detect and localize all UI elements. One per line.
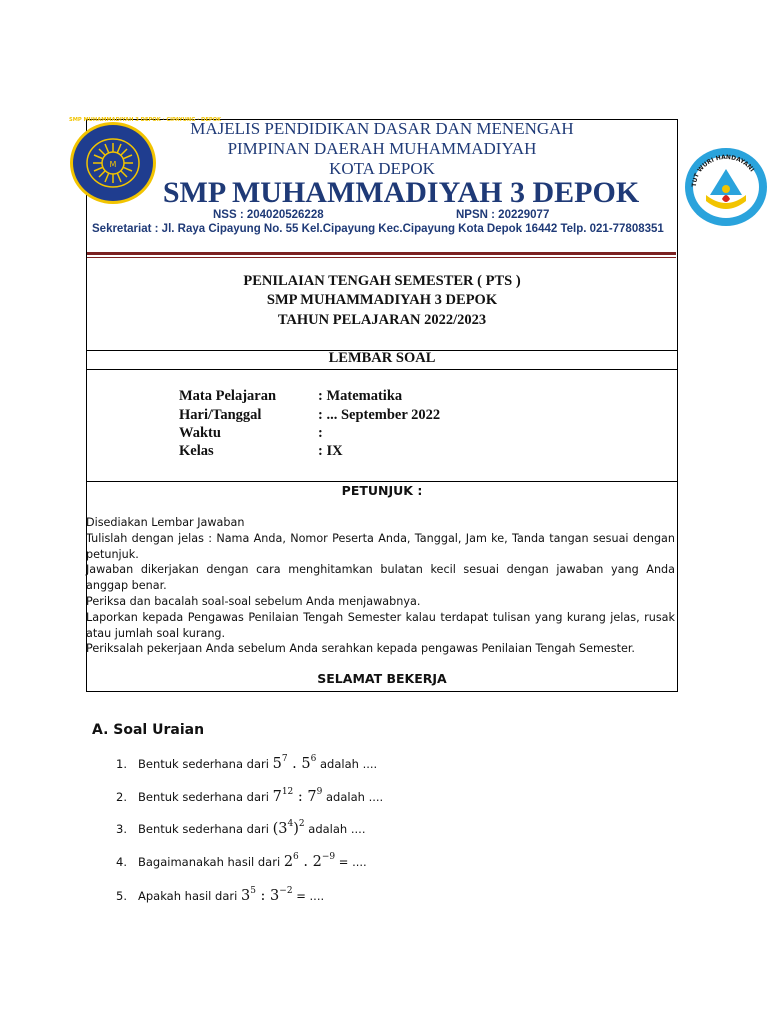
math-base: 7 [307, 789, 317, 805]
math-exponent: 6 [293, 852, 299, 862]
math-operator: . [298, 854, 313, 870]
math-exponent: 7 [281, 754, 288, 764]
question-number: 2. [116, 790, 127, 804]
instructions-title: PETUNJUK : [341, 483, 423, 498]
question-suffix: adalah .... [316, 757, 378, 771]
question-number: 3. [116, 822, 127, 836]
school-name: SMP MUHAMMADIYAH 3 DEPOK [162, 176, 640, 209]
math-exponent: 9 [316, 787, 323, 797]
exam-year: TAHUN PELAJARAN 2022/2023 [277, 312, 487, 328]
instructions-list [86, 515, 675, 657]
instruction-item: Laporkan kepada Pengawas Penilaian Tengah Semester kalau terdapat tulisan yang kurang jelas, rusak atau jumlah soal kurang. [86, 610, 675, 640]
math-exponent: −9 [321, 852, 336, 862]
exam-school: SMP MUHAMMADIYAH 3 DEPOK [266, 292, 498, 308]
info-value: : IX [318, 443, 343, 459]
question-text: Apakah hasil dari [138, 889, 241, 903]
math-base: (3 [272, 821, 288, 837]
question-suffix: = .... [292, 889, 325, 903]
question-item [116, 754, 377, 772]
svg-text:M: M [109, 160, 117, 169]
math-exponent: 4 [287, 819, 294, 829]
question-suffix: adalah .... [304, 822, 366, 836]
math-base: 2 [312, 854, 322, 870]
math-expression [273, 821, 305, 837]
question-number: 4. [116, 855, 127, 869]
instruction-item: Disediakan Lembar Jawaban [86, 516, 245, 529]
info-value: : [318, 425, 323, 441]
question-text: Bentuk sederhana dari [138, 757, 273, 771]
info-value: : ... September 2022 [318, 407, 441, 423]
header-divider-thick [87, 252, 676, 255]
question-text: Bentuk sederhana dari [138, 822, 273, 836]
math-operator: : [293, 789, 308, 805]
info-row-class [179, 443, 343, 460]
math-operator: . [287, 756, 302, 772]
instruction-item: Tulislah dengan jelas : Nama Anda, Nomor Peserta Anda, Tanggal, Jam ke, Tanda tangan sesuai dengan petunjuk. [86, 531, 675, 561]
closing-text: SELAMAT BEKERJA [317, 671, 447, 686]
exam-title: PENILAIAN TENGAH SEMESTER ( PTS ) [243, 273, 521, 289]
question-item [116, 787, 383, 805]
instruction-item: Jawaban dikerjakan dengan cara menghitamkan bulatan kecil sesuai dengan jawaban yang Anda anggap benar. [86, 563, 675, 593]
info-label: Waktu [179, 425, 221, 441]
math-expression [241, 888, 293, 904]
logo-left-lettering: SMP MUHAMMADIYAH 3 DEPOK · CIPAYUNG · DEPOK [69, 117, 222, 123]
question-suffix: = .... [335, 855, 367, 869]
npsn-number: NPSN : 20229077 [456, 209, 550, 221]
instruction-item: Periksa dan bacalah soal-soal sebelum Anda menjawabnya. [86, 594, 421, 608]
info-row-time [179, 425, 323, 442]
question-number: 5. [116, 889, 127, 903]
info-value: : Matematika [318, 388, 403, 404]
math-base: 7 [272, 789, 282, 805]
math-base: 3 [270, 888, 280, 904]
math-operator: ) [293, 821, 299, 837]
exam-info-box [86, 369, 678, 482]
question-item [116, 852, 367, 870]
math-expression [284, 854, 335, 870]
math-exponent: 6 [310, 754, 317, 764]
math-exponent: 12 [281, 787, 294, 797]
info-row-subject [179, 388, 402, 405]
info-label: Mata Pelajaran [179, 388, 277, 404]
section-a-title: A. Soal Uraian [92, 722, 205, 738]
math-exponent: 2 [298, 819, 305, 829]
header-line-3: KOTA DEPOK [329, 159, 435, 178]
question-item [116, 886, 324, 904]
math-operator: : [255, 888, 271, 904]
instruction-item: Periksalah pekerjaan Anda sebelum Anda serahkan kepada pengawas Penilaian Tengah Semester. [86, 642, 635, 656]
nss-number: NSS : 204020526228 [213, 209, 324, 221]
math-base: 5 [272, 756, 282, 772]
sheet-title: LEMBAR SOAL [328, 350, 436, 366]
math-exponent: 5 [250, 886, 256, 896]
math-base: 3 [240, 888, 251, 904]
header-line-1: MAJELIS PENDIDIKAN DASAR DAN MENENGAH [190, 119, 574, 138]
math-base: 2 [283, 854, 294, 870]
header-divider-thin [87, 257, 676, 258]
math-exponent: −2 [279, 886, 293, 896]
math-base: 5 [301, 756, 311, 772]
math-expression [273, 756, 317, 772]
info-row-date [179, 407, 440, 424]
info-label: Kelas [179, 443, 214, 459]
info-label: Hari/Tanggal [179, 407, 262, 423]
question-number: 1. [116, 757, 127, 771]
question-suffix: adalah .... [322, 790, 384, 804]
question-text: Bagaimanakah hasil dari [138, 855, 284, 869]
math-expression [273, 789, 323, 805]
header-line-2: PIMPINAN DAERAH MUHAMMADIYAH [227, 139, 537, 158]
secretariat-address: Sekretariat : Jl. Raya Cipayung No. 55 Kel.Cipayung Kec.Cipayung Kota Depok 16442 Telp. 021-77808351 [92, 223, 664, 235]
question-text: Bentuk sederhana dari [138, 790, 273, 804]
question-item [116, 819, 365, 837]
logo-right-lettering: TUT WURI HANDAYANI [690, 153, 756, 188]
